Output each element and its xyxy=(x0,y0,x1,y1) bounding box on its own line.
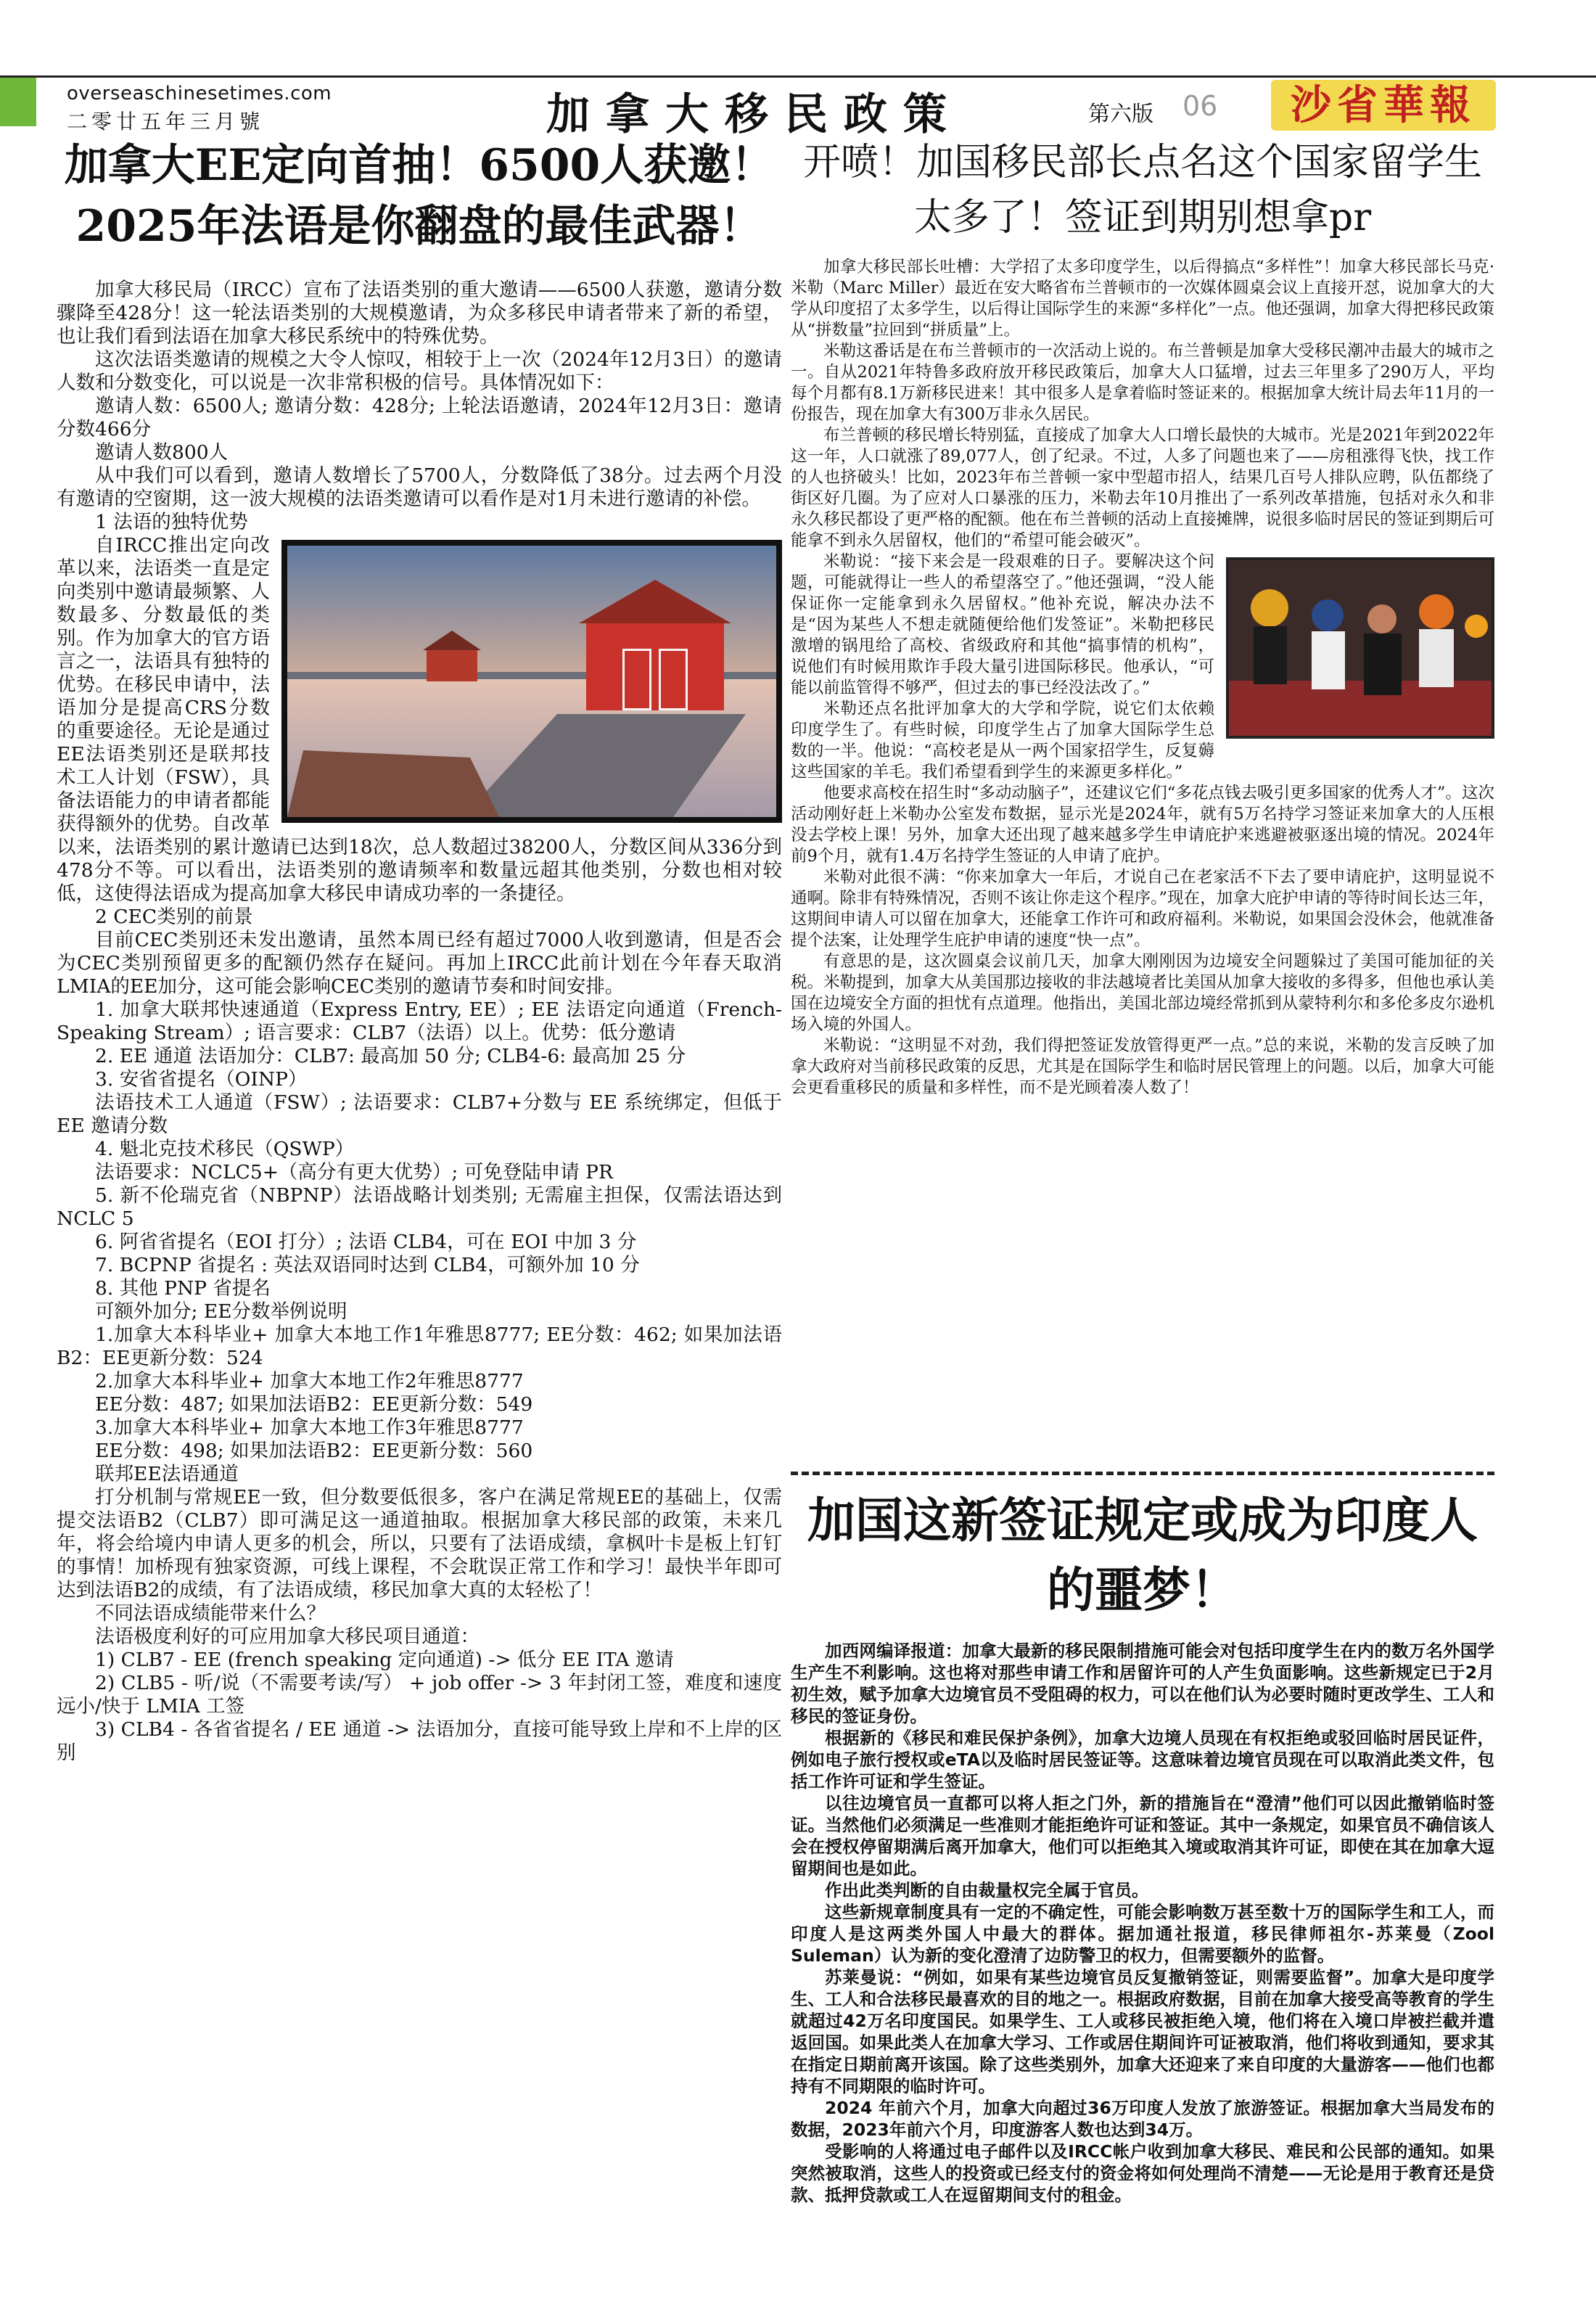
header-rule xyxy=(0,75,1596,78)
list-item: 5. 新不伦瑞克省（NBPNP）法语战略计划类别; 无需雇主担保，仅需法语达到 NCLC 5 xyxy=(57,1184,782,1230)
list-item: 6. 阿省省提名（EOI 打分）; 法语 CLB4，可在 EOI 中加 3 分 xyxy=(95,1231,637,1253)
article-minister-students xyxy=(791,135,1494,1099)
paragraph: 打分机制与常规EE一致，但分数要低很多，客户在满足常规EE的基础上，仅需提交法语B2（CLB7）即可满足这一通道抽取。根据加拿大移民部的政策，未来几年，将会给境内申请人更多的机会，所以，只要有了法语成绩，拿枫叶卡是板上钉钉的事情！加桥现有独家资源，可线上课程，不会耽误正常工作和学习！最快半年即可达到法语B2的成绩，有了法语成绩，移民加拿大真的太轻松了！ xyxy=(57,1486,782,1601)
article-body xyxy=(791,1640,1494,2206)
article-ee-french-draw xyxy=(57,135,782,1765)
list-item: 7. BCPNP 省提名 : 英法双语同时达到 CLB4，可额外加 10 分 xyxy=(95,1254,640,1276)
article-headline: 加拿大EE定向首抽！6500人获邀！2025年法语是你翻盘的最佳武器！ xyxy=(64,140,775,252)
paragraph: 米勒这番话是在布兰普顿市的一次活动上说的。布兰普顿是加拿大受移民潮冲击最大的城市之一。自从2021年特鲁多政府放开移民政策后，加拿大人口猛增，过去三年里多了290万人，平均每个月都有8.1万新移民进来！其中很多人是拿着临时签证来的。根据加拿大统计局去年11月的一份报告，现在加拿大有300万非永久居民。 xyxy=(791,342,1494,424)
list-item: EE分数：487; 如果加法语B2：EE更新分数：549 xyxy=(95,1393,533,1416)
paragraph: 法语极度利好的可应用加拿大移民项目通道： xyxy=(95,1625,480,1648)
page-label: 第六版 xyxy=(1088,102,1153,127)
article-body xyxy=(57,279,782,1765)
list-item: 1.加拿大本科毕业+ 加拿大本地工作1年雅思8777; EE分数：462; 如果加法语B2：EE更新分数：524 xyxy=(57,1324,782,1369)
paragraph: 这些新规章制度具有一定的不确定性，可能会影响数万甚至数十万的国际学生和工人，而印度人是这两类外国人中最大的群体。据加通社报道，移民律师祖尔-苏莱曼（Zool Suleman）认为新的变化澄清了边防警卫的权力，但需要额外的监督。 xyxy=(791,1902,1494,1966)
paragraph: 邀请人数800人 xyxy=(95,441,229,464)
paragraph: 米勒说：“这明显不对劲，我们得把签证发放管得更严一点。”总的来说，米勒的发言反映了加拿大政府对当前移民政策的反思，尤其是在国际学生和临时居民管理上的问题。以后，加拿大可能会更看重移民的质量和多样性，而不是光顾着凑人数了！ xyxy=(791,1036,1494,1097)
harbour-house-photo xyxy=(281,540,782,823)
paragraph: 米勒还点名批评加拿大的大学和学院，说它们太依赖印度学生了。有些时候，印度学生占了加拿大国际学生总数的一半。他说：“高校老是从一两个国家招学生，反复薅这些国家的羊毛。我们希望看到学生的来源更多样化。” xyxy=(791,699,1214,781)
list-item: 8. 其他 PNP 省提名 xyxy=(95,1277,271,1300)
paragraph: 有意思的是，这次圆桌会议前几天，加拿大刚刚因为边境安全问题躲过了美国可能加征的关税。米勒提到，加拿大从美国那边接收的非法越境者比美国从加拿大接收的多得多，但他也承认美国在边境安全方面的担忧有点道理。他指出，美国北部边境经常抓到从蒙特利尔和多伦多皮尔逊机场入境的外国人。 xyxy=(791,952,1494,1034)
paragraph: 从中我们可以看到，邀请人数增长了5700人，分数降低了38分。过去两个月没有邀请的空窗期，这一波大规模的法语类邀请可以看作是对1月未进行邀请的补偿。 xyxy=(57,464,782,510)
site-url[interactable]: overseaschinesetimes.com xyxy=(67,83,332,104)
paragraph: 根据新的《移民和难民保护条例》，加拿大边境人员现在有权拒绝或驳回临时居民证件，例如电子旅行授权或eTA以及临时居民签证等。这意味着边境官员现在可以取消此类文件，包括工作许可证和学生签证。 xyxy=(791,1728,1494,1792)
paragraph: 邀请人数：6500人; 邀请分数：428分; 上轮法语邀请，2024年12月3日：邀请分数466分 xyxy=(57,395,782,440)
paragraph: 米勒对此很不满：“你来加拿大一年后，才说自己在老家活不下去了要申请庇护，这明显说不通啊。除非有特殊情况，否则不该让你走这个程序。”现在，加拿大庇护申请的等待时间长达三年，这期间申请人可以留在加拿大，还能拿工作许可和政府福利。米勒说，如果国会没休会，他就准备提个法案，让处理学生庇护申请的速度“快一点”。 xyxy=(791,868,1494,950)
article-new-visa-rules xyxy=(791,1486,1494,2206)
list-item: 3. 安省省提名（OINP） xyxy=(95,1068,308,1091)
subheading: 1 法语的独特优势 xyxy=(95,511,248,533)
list-item: 4. 魁北克技术移民（QSWP） xyxy=(95,1138,355,1160)
paragraph: 加拿大移民局（IRCC）宣布了法语类别的重大邀请——6500人获邀，邀请分数骤降至428分！这一轮法语类别的大规模邀请，为众多移民申请者带来了新的希望，也让我们看到法语在加拿大移民系统中的特殊优势。 xyxy=(57,279,782,348)
paragraph: 作出此类判断的自由裁量权完全属于官员。 xyxy=(825,1880,1149,1900)
list-item: 法语技术工人通道（FSW）; 法语要求：CLB7+分数与 EE 系统绑定，但低于 EE 邀请分数 xyxy=(57,1091,782,1137)
paragraph: 目前CEC类别还未发出邀请，虽然本周已经有超过7000人收到邀请，但是否会为CEC类别预留更多的配额仍然存在疑问。再加上IRCC此前计划在今年春天取消LMIA的EE加分，这可能会影响CEC类别的邀请节奏和时间安排。 xyxy=(57,929,782,998)
list-item: 3) CLB4 - 各省省提名 / EE 通道 -> 法语加分，直接可能导致上岸和不上岸的区别 xyxy=(57,1718,782,1764)
minister-community-photo xyxy=(1226,557,1494,739)
subheading: 联邦EE法语通道 xyxy=(95,1463,239,1485)
header-accent-tab xyxy=(0,75,36,126)
list-item: 2. EE 通道 法语加分：CLB7: 最高加 50 分; CLB4-6: 最高加 25 分 xyxy=(95,1045,686,1067)
paragraph: 受影响的人将通过电子邮件以及IRCC帐户收到加拿大移民、难民和公民部的通知。如果突然被取消，这些人的投资或已经支付的资金将如何处理尚不清楚——无论是用于教育还是贷款、抵押贷款或工人在逗留期间支付的租金。 xyxy=(791,2141,1494,2205)
article-body xyxy=(791,257,1494,1099)
list-item: 2) CLB5 - 听/说（不需要考读/写） + job offer -> 3 年封闭工签，难度和速度远小/快于 LMIA 工签 xyxy=(57,1672,782,1718)
paragraph: 苏莱曼说：“例如，如果有某些边境官员反复撤销签证，则需要监督”。加拿大是印度学生、工人和合法移民最喜欢的目的地之一。根据政府数据，目前在加拿大接受高等教育的学生就超过42万名印度国民。如果学生、工人或移民被拒绝入境，他们将在入境口岸被拦截并遣返回国。如果此类人在加拿大学习、工作或居住期间许可证被取消，他们将收到通知，要求其在指定日期前离开该国。除了这些类别外，加拿大还迎来了来自印度的大量游客——他们也都持有不同期限的临时许可。 xyxy=(791,1967,1494,2096)
newspaper-logo: 沙省華報 xyxy=(1271,80,1496,131)
list-item: 可额外加分; EE分数举例说明 xyxy=(95,1300,347,1323)
paragraph: 自IRCC推出定向改革以来，法语类一直是定向类别中邀请最频繁、人数最多、分数最低的类别。作为加拿大的官方语言之一，法语具有独特的优势。在移民申请中，法语加分是提高CRS分数的重要途径。无论是通过EE法语类别还是联邦技术工人计划（FSW），具备法语能力的申请者都能获得额外的优势。自改革以来，法语类别的累计邀请已达到18次，总人数超过38200人，分数区间从336分到478分不等。可以看出，法语类别的邀请频率和数量远超其他类别，分数也相对较低，这使得法语成为提高加拿大移民申请成功率的一条捷径。 xyxy=(57,534,782,905)
paragraph: 2024 年前六个月，加拿大向超过36万印度人发放了旅游签证。根据加拿大当局发布的数据，2023年前六个月，印度游客人数也达到34万。 xyxy=(791,2098,1494,2140)
list-item: EE分数：498; 如果加法语B2：EE更新分数：560 xyxy=(95,1440,533,1462)
issue-date: 二零廿五年三月號 xyxy=(67,110,265,134)
paragraph: 以往边境官员一直都可以将人拒之门外，新的措施旨在“澄清”他们可以因此撤销临时签证。当然他们必须满足一些准则才能拒绝许可证和签证。其中一条规定，如果官员不确信该人会在授权停留期满后离开加拿大，他们可以拒绝其入境或取消其许可证，即使在其在加拿大逗留期间也是如此。 xyxy=(791,1793,1494,1879)
article-headline: 开喷！加国移民部长点名这个国家留学生太多了！签证到期别想拿pr xyxy=(802,141,1482,239)
article-headline: 加国这新签证规定或成为印度人的噩梦！ xyxy=(807,1493,1478,1618)
paragraph: 他要求高校在招生时“多动动脑子”，还建议它们“多花点钱去吸引更多国家的优秀人才”。这次活动刚好赶上米勒办公室发布数据，显示光是2024年，就有5万名持学习签证来加拿大的人压根没去学校上课！另外，加拿大还出现了越来越多学生申请庇护来逃避被驱逐出境的情况。2024年前9个月，就有1.4万名持学生签证的人申请了庇护。 xyxy=(791,784,1494,866)
paragraph: 不同法语成绩能带来什么？ xyxy=(95,1602,326,1625)
list-item: 1) CLB7 - EE (french speaking 定向通道) -> 低分 EE ITA 邀请 xyxy=(95,1649,674,1671)
list-item: 3.加拿大本科毕业+ 加拿大本地工作3年雅思8777 xyxy=(95,1416,524,1439)
subheading: 2 CEC类别的前景 xyxy=(95,906,253,928)
paragraph: 加西网编译报道：加拿大最新的移民限制措施可能会对包括印度学生在内的数万名外国学生产生不利影响。这也将对那些申请工作和居留许可的人产生负面影响。这些新规定已于2月初生效，赋予加拿大边境官员不受阻碍的权力，可以在他们认为必要时随时更改学生、工人和移民的签证身份。 xyxy=(791,1641,1494,1726)
list-item: 2.加拿大本科毕业+ 加拿大本地工作2年雅思8777 xyxy=(95,1370,524,1392)
page-number: 06 xyxy=(1182,90,1218,122)
list-item: 法语要求：NCLC5+（高分有更大优势）; 可免登陆申请 PR xyxy=(95,1161,613,1183)
paragraph: 这次法语类邀请的规模之大令人惊叹，相较于上一次（2024年12月3日）的邀请人数和分数变化，可以说是一次非常积极的信号。具体情况如下： xyxy=(57,348,782,394)
paragraph: 米勒说：“接下来会是一段艰难的日子。要解决这个问题，可能就得让一些人的希望落空了。”他还强调，“没人能保证你一定能拿到永久居留权。”他补充说，解决办法不是“因为某些人不想走就随便给他们发签证”。米勒把移民激增的锅甩给了高校、省级政府和其他“搞事情的机构”，说他们有时候用欺诈手段大量引进国际移民。他承认，“可能以前监管得不够严，但过去的事已经没法改了。” xyxy=(791,552,1214,697)
section-title: 加拿大移民政策 xyxy=(546,89,963,140)
list-item: 1. 加拿大联邦快速通道（Express Entry, EE）; EE 法语定向通道（French-Speaking Stream）; 语言要求：CLB7（法语）以上。优势：低分邀请 xyxy=(57,998,782,1044)
article-divider xyxy=(791,1472,1494,1475)
paragraph: 布兰普顿的移民增长特别猛，直接成了加拿大人口增长最快的大城市。光是2021年到2022年这一年，人口就涨了89,077人，创了纪录。不过，人多了问题也来了——房租涨得飞快，找工作的人也挤破头！比如，2023年布兰普顿一家中型超市招人，结果几百号人排队应聘，队伍都绕了街区好几圈。为了应对人口暴涨的压力，米勒去年10月推出了一系列改革措施，包括对永久和非永久移民都设了更严格的配额。他在布兰普顿的活动上直接摊牌，说很多临时居民的签证到期后可能拿不到永久居留权，他们的“希望可能会破灭”。 xyxy=(791,426,1494,550)
paragraph: 加拿大移民部长吐槽：大学招了太多印度学生，以后得搞点“多样性”！加拿大移民部长马克·米勒（Marc Miller）最近在安大略省布兰普顿市的一次媒体圆桌会议上直接开怼，说加拿大的大学从印度招了太多学生，以后得让国际学生的来源“多样化”一点。他还强调，加拿大得把移民政策从“拼数量”拉回到“拼质量”上。 xyxy=(791,258,1494,340)
